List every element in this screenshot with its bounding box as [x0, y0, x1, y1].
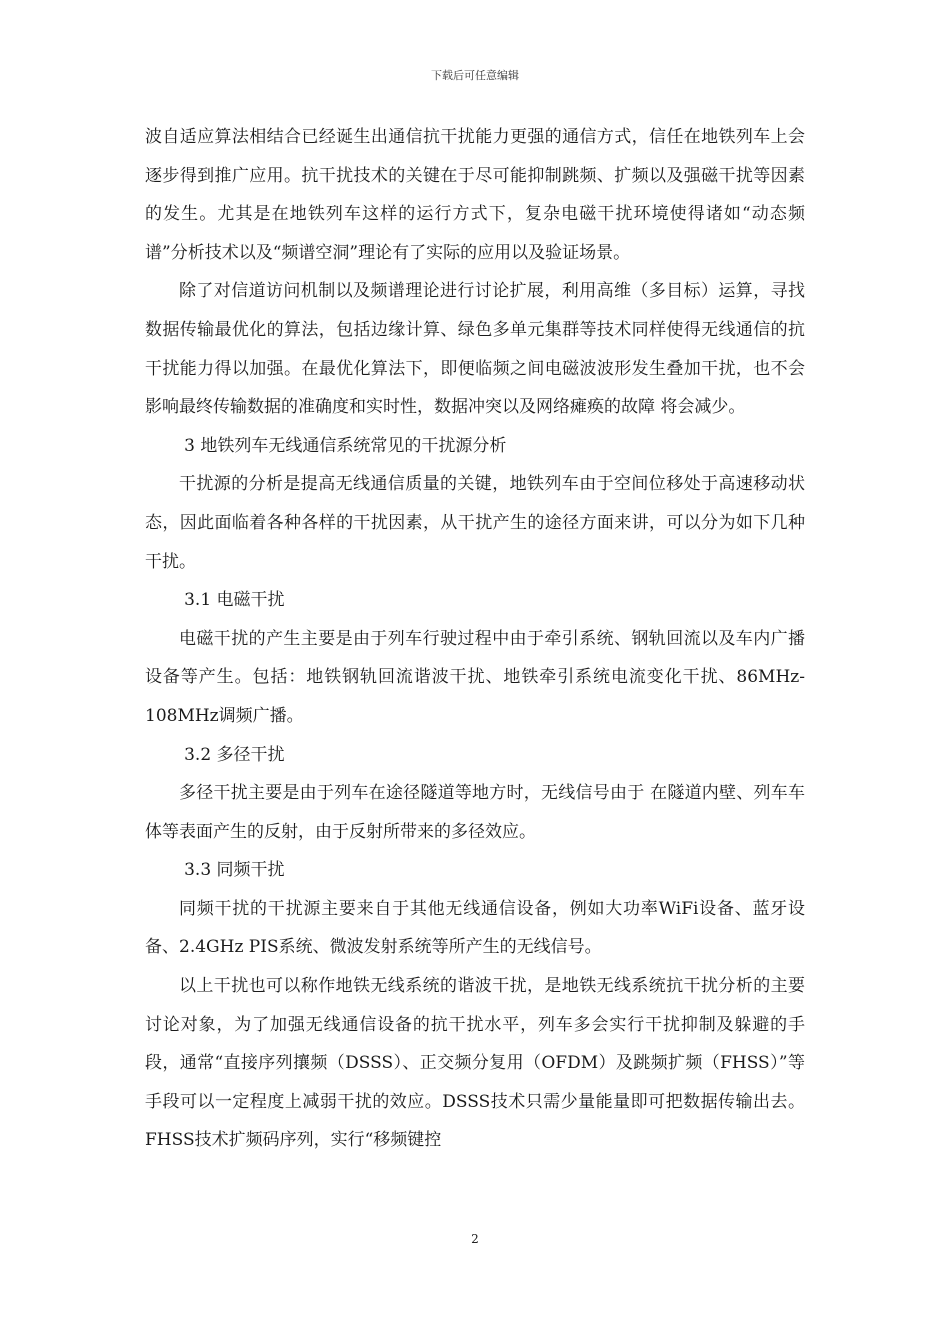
subsection-heading: 3.1 电磁干扰	[184, 590, 285, 611]
paragraph: 电磁干扰的产生主要是由于列车行驶过程中由于牵引系统、钢轨回流以及车内广播设备等产生。包括：地铁钢轨回流谐波干扰、地铁牵引系统电流变化干扰、86MHz-108MHz调频广播。	[145, 628, 805, 726]
paragraph-continuation: 波自适应算法相结合已经诞生出通信抗干扰能力更强的通信方式，信任在地铁列车上会逐步得到推广应用。抗干扰技术的关键在于尽可能抑制跳频、扩频以及强磁干扰等因素的发生。尤其是在地铁列车这样的运行方式下，复杂电磁干扰环境使得诸如“动态频谱”分析技术以及“频谱空洞”理论有了实际的应用以及验证场景。	[145, 127, 805, 263]
page-header: 下载后可任意编辑	[431, 69, 519, 82]
paragraph: 干扰源的分析是提高无线通信质量的关键，地铁列车由于空间位移处于高速移动状态，因此面临着各种各样的干扰因素，从干扰产生的途径方面来讲，可以分为如下几种干扰。	[145, 474, 805, 572]
page-number: 2	[471, 1232, 479, 1246]
subsection-heading: 3.2 多径干扰	[184, 744, 285, 765]
paragraph: 以上干扰也可以称作地铁无线系统的谐波干扰，是地铁无线系统抗干扰分析的主要讨论对象，为了加强无线通信设备的抗干扰水平，列车多会实行干扰抑制及躲避的手段，通常“直接序列攘频（DSSS）、正交频分复用（OFDM）及跳频扩频（FHSS）”等手段可以一定程度上减弱干扰的效应。DSSS技术只需少量能量即可把数据传输出去。FHSS技术扩频码序列，实行“移频键控	[145, 976, 805, 1151]
paragraph: 同频干扰的干扰源主要来自于其他无线通信设备，例如大功率WiFi设备、蓝牙设备、2.4GHz PIS系统、微波发射系统等所产生的无线信号。	[145, 898, 805, 958]
paragraph: 除了对信道访问机制以及频谱理论进行讨论扩展，利用高维（多目标）运算，寻找数据传输最优化的算法，包括边缘计算、绿色多单元集群等技术同样使得无线通信的抗干扰能力得以加强。在最优化算法下，即便临频之间电磁波波形发生叠加干扰，也不会影响最终传输数据的准确度和实时性，数据冲突以及网络瘫痪的故障 将会减少。	[145, 281, 805, 418]
subsection-heading: 3.3 同频干扰	[184, 860, 285, 881]
paragraph: 多径干扰主要是由于列车在途径隧道等地方时，无线信号由于 在隧道内壁、列车车体等表面产生的反射，由于反射所带来的多径效应。	[145, 783, 805, 842]
section-heading: 3 地铁列车无线通信系统常见的干扰源分析	[184, 435, 507, 456]
document-body	[145, 118, 805, 1160]
